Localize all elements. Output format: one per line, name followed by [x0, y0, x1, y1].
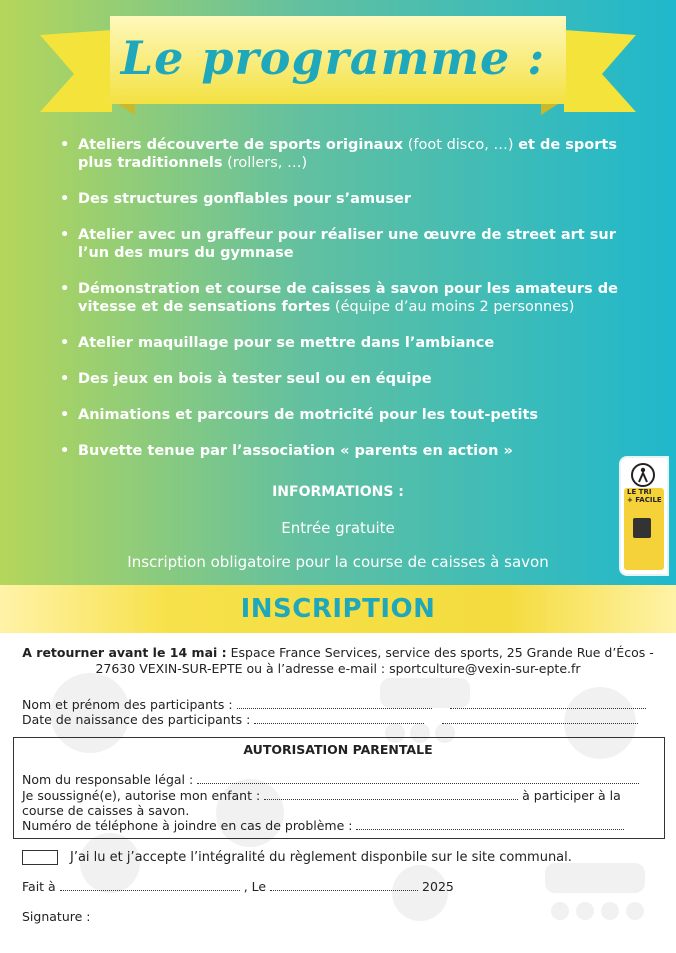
- inscription-title: INSCRIPTION: [240, 594, 436, 624]
- legal-guardian-field[interactable]: [197, 772, 639, 784]
- programme-list: [60, 136, 622, 478]
- return-deadline: A retourner avant le 14 mai :: [22, 645, 227, 660]
- programme-item-text: Atelier avec un graffeur pour réaliser une œuvre de street art sur l’un des murs du gymnase: [78, 227, 616, 261]
- programme-item-text: Démonstration et course de caisses à savon pour les amateurs de vitesse et de sensations fortes: [78, 281, 618, 315]
- programme-item-text: Des structures gonflables pour s’amuser: [78, 191, 411, 207]
- signature-label[interactable]: Signature :: [22, 909, 91, 924]
- programme-item-text: et de sports plus traditionnels: [78, 137, 617, 171]
- programme-item-text: (rollers, …): [222, 155, 308, 171]
- programme-item-text: Atelier maquillage pour se mettre dans l’ambiance: [78, 335, 495, 351]
- info-title: INFORMATIONS :: [272, 484, 404, 500]
- participants-birth-field-2[interactable]: [442, 712, 638, 724]
- authorize-suffix: à participer à la: [522, 788, 621, 803]
- phone-label: Numéro de téléphone à joindre en cas de problème :: [22, 818, 353, 833]
- participants-name-row: [22, 697, 646, 712]
- accept-rules-checkbox[interactable]: [22, 850, 58, 865]
- participants-birth-label: Date de naissance des participants :: [22, 712, 251, 727]
- participants-name-label: Nom et prénom des participants :: [22, 697, 233, 712]
- done-on-field[interactable]: [270, 879, 418, 891]
- programme-item-text: (foot disco, …): [403, 137, 519, 153]
- legal-guardian-row: [22, 772, 639, 787]
- authorize-line2: course de caisses à savon.: [22, 803, 190, 818]
- return-instructions: [20, 645, 656, 677]
- inscription-band: [0, 585, 676, 633]
- programme-item: [60, 136, 622, 172]
- programme-item-text: (équipe d’au moins 2 personnes): [330, 299, 575, 315]
- participants-name-field-1[interactable]: [237, 697, 432, 709]
- programme-item: [60, 190, 622, 208]
- tri-label-line1: LE TRI: [627, 488, 652, 496]
- programme-item-text: Animations et parcours de motricité pour les tout-petits: [78, 407, 539, 423]
- programme-item: [60, 280, 622, 316]
- programme-item-text: Ateliers découverte de sports originaux: [78, 137, 404, 153]
- programme-item: [60, 442, 622, 460]
- programme-item: [60, 370, 622, 388]
- accept-rules-label: J’ai lu et j’accepte l’intégralité du règlement disponbile sur le site communal.: [70, 850, 572, 865]
- done-year: 2025: [422, 879, 454, 894]
- programme-item-text: Buvette tenue par l’association « parents en action »: [78, 443, 513, 459]
- programme-item-text: Des jeux en bois à tester seul ou en équipe: [78, 371, 432, 387]
- participants-birth-field-1[interactable]: [254, 712, 424, 724]
- parental-authorization-title: AUTORISATION PARENTALE: [243, 742, 433, 757]
- child-name-field[interactable]: [264, 788, 518, 800]
- trash-bin-icon: [633, 518, 651, 538]
- authorize-prefix: Je soussigné(e), autorise mon enfant :: [22, 788, 261, 803]
- legal-guardian-label: Nom du responsable légal :: [22, 772, 194, 787]
- participants-birth-row: [22, 712, 638, 727]
- programme-item: [60, 406, 622, 424]
- recycle-person-icon: [628, 462, 658, 488]
- done-on-label: , Le: [243, 879, 267, 894]
- done-at-field[interactable]: [60, 879, 240, 891]
- info-entry: Entrée gratuite: [281, 519, 395, 537]
- programme-item: [60, 226, 622, 262]
- tri-label-line2: + FACILE: [627, 496, 662, 504]
- tri-badge: [621, 458, 667, 574]
- participants-name-field-2[interactable]: [450, 697, 646, 709]
- done-row: [22, 879, 454, 894]
- phone-row: [22, 818, 624, 833]
- programme-title: Le programme :: [120, 31, 546, 85]
- info-registration: Inscription obligatoire pour la course de caisses à savon: [127, 553, 549, 571]
- phone-field[interactable]: [356, 818, 624, 830]
- programme-item: [60, 334, 622, 352]
- done-at-label: Fait à: [22, 879, 56, 894]
- authorize-row: [22, 788, 621, 803]
- return-address: Espace France Services, service des sports, 25 Grande Rue d’Écos - 27630 VEXIN-SUR-EPTE ou à l’adresse e-mail : sportculture@vexin-sur-epte.fr: [95, 645, 654, 676]
